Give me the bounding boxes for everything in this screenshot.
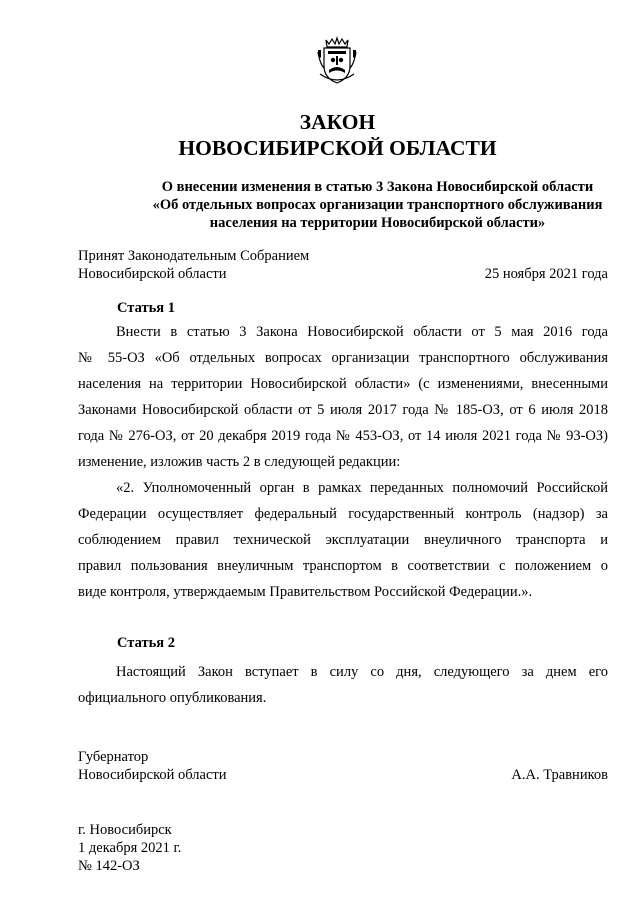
paragraph-line: Законами Новосибирской области от 5 июля 2017 года № 185-ОЗ, от 6 июля 2018 xyxy=(78,402,608,418)
article-1-heading: Статья 1 xyxy=(117,300,175,316)
paragraph-line: Внести в статью 3 Закона Новосибирской области от 5 мая 2016 года xyxy=(116,324,608,340)
paragraph-line: населения на территории Новосибирской области» (с изменениями, внесенными xyxy=(78,376,608,392)
paragraph-line: изменение, изложив часть 2 в следующей редакции: xyxy=(78,454,401,470)
article-2-heading: Статья 2 xyxy=(117,635,175,651)
adoption-line-1: Принят Законодательным Собранием xyxy=(78,248,310,264)
adoption-line-2: Новосибирской области xyxy=(78,266,227,282)
paragraph-line: официального опубликования. xyxy=(78,690,267,706)
paragraph-line: «2. Уполномоченный орган в рамках переданных полномочий Российской xyxy=(116,480,608,496)
paragraph-line: Федерации осуществляет федеральный государственный контроль (надзор) за xyxy=(78,506,608,522)
footer-city: г. Новосибирск xyxy=(78,822,172,838)
signatory-name: А.А. Травников xyxy=(511,767,608,783)
paragraph-line: № 55-ОЗ «Об отдельных вопросах организации транспортного обслуживания xyxy=(78,350,608,366)
subtitle-line: населения на территории Новосибирской области» xyxy=(209,215,546,231)
signature-role-line-1: Губернатор xyxy=(78,749,149,765)
article-1-paragraph-2 xyxy=(78,475,608,605)
subtitle-line: «Об отдельных вопросах организации транспортного обслуживания xyxy=(152,197,603,213)
paragraph-line: виде контроля, утверждаемым Правительством Российской Федерации.». xyxy=(78,584,533,600)
article-2-paragraph xyxy=(78,659,608,711)
law-subtitle xyxy=(80,178,640,232)
title-line-2: НОВОСИБИРСКОЙ ОБЛАСТИ xyxy=(178,136,497,160)
subtitle-line: О внесении изменения в статью 3 Закона Новосибирской области xyxy=(161,179,594,195)
paragraph-line: Настоящий Закон вступает в силу со дня, следующего за днем его xyxy=(116,664,608,680)
article-1-paragraph-1 xyxy=(78,319,608,475)
title-line-1: ЗАКОН xyxy=(299,110,376,134)
paragraph-line: соблюдением правил технической эксплуатации внеуличного транспорта и xyxy=(78,532,608,548)
paragraph-line: правил пользования внеуличным транспортом в соответствии с положением о xyxy=(78,558,608,574)
footer-date: 1 декабря 2021 г. xyxy=(78,840,182,856)
adoption-date: 25 ноября 2021 года xyxy=(484,266,608,282)
signature-role-line-2: Новосибирской области xyxy=(78,767,227,783)
paragraph-line: года № 276-ОЗ, от 20 декабря 2019 года № 453-ОЗ, от 14 июля 2021 года № 93-ОЗ) xyxy=(78,428,608,444)
footer-number: № 142-ОЗ xyxy=(78,858,140,874)
coat-of-arms-icon xyxy=(316,34,358,86)
